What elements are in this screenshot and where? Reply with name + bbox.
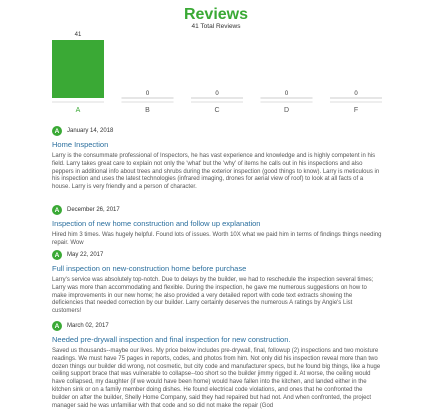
review-body: Larry is the consummate professional of Inspectors, he has vast experience and knowledge and is highly competent in his field. Larry takes great care to explain not only the 'what' but the 'why' of items he calls out in his inspections and also peppers in additional info about trees and shrubs during the exterior inspection (good things to know). Larry is meticulous in his inspection and uses the latest technologies (infrared imaging, drones for aerial view of roof) to look at all facts of a house. Larry is very friendly and a person of character. [52,153,380,191]
grade-badge: A [52,126,62,136]
grade-badge: A [52,205,62,215]
review-item [52,125,382,192]
category-label-c: C [214,107,220,114]
review-title-link[interactable]: Needed pre-drywall inspection and final inspection for new construction. [52,335,291,344]
value-label-b: 0 [145,91,150,97]
grade-badge: A [52,250,62,260]
reviews-title: Reviews [183,6,249,23]
review-date: March 02, 2017 [67,323,109,329]
grade-distribution-chart [0,0,432,125]
category-label-f: F [353,107,359,114]
value-label-f: 0 [354,91,358,97]
bar-a [52,40,104,98]
value-label-c: 0 [215,91,219,97]
review-item [52,320,382,410]
review-date: January 14, 2018 [67,128,114,134]
value-label-a: 41 [74,32,82,38]
grade-badge: A [52,321,62,331]
category-label-b: B [145,107,150,114]
review-item [52,249,382,316]
review-date: May 22, 2017 [67,252,104,258]
category-label-d: D [283,107,290,114]
review-date: December 26, 2017 [67,207,120,213]
review-body: Hired him 3 times. Was hugely helpful. Found lots of issues. Worth 10X what we paid him in terms of findings things needing repair. Wow [52,232,382,246]
review-title-link[interactable]: Full inspection on new-construction home before purchase [52,264,247,273]
value-label-d: 0 [284,91,289,97]
category-label-a: A [75,107,81,114]
total-reviews: 41 Total Reviews [191,23,241,30]
review-item [52,204,382,248]
review-body: Saved us thousands--maybe our lives. My price below includes pre-drywall, final, followup (2) inspections and two moisture readings. We must have 75 pages in reports, codes, and photos from him. Not only did his inspection reveal more than two dozen things our builder did wrong, not cosmetic, but city code and manufacturer specs, but he found big things, like a huge ceiling support brace that was vulnerable to collapse--too short so the builder jimmy rigged it. At worse, the ceiling would have collapsed, my daughter (if we would have been home) would have fallen into the kitchen, and landed either in the kitchen sink or on a family member doing dishes. He found electrical code violations, and ones that he confronted the builder on after the builder, Shelly Home Company, said they had repaired but had not. And when confronted, the project manager said he was unfamiliar with that code and so did not make the repair (God [52,348,381,409]
review-title-link[interactable]: Home Inspection [52,140,109,149]
review-body: Larry's service was absolutely top-notch. Due to delays by the builder, we had to reschedule the inspection several times; Larry was more than accommodating and flexible. During the inspection, he gave me numerous suggestions on how to make improvements in our new home; he also provided a very detailed report with code text extracts showing the deficiencies that needed correction by our builder. Larry certainly deserves the numerous A ratings by Angie's List customers! [52,277,374,315]
review-title-link[interactable]: Inspection of new home construction and follow up explanation [52,219,261,228]
